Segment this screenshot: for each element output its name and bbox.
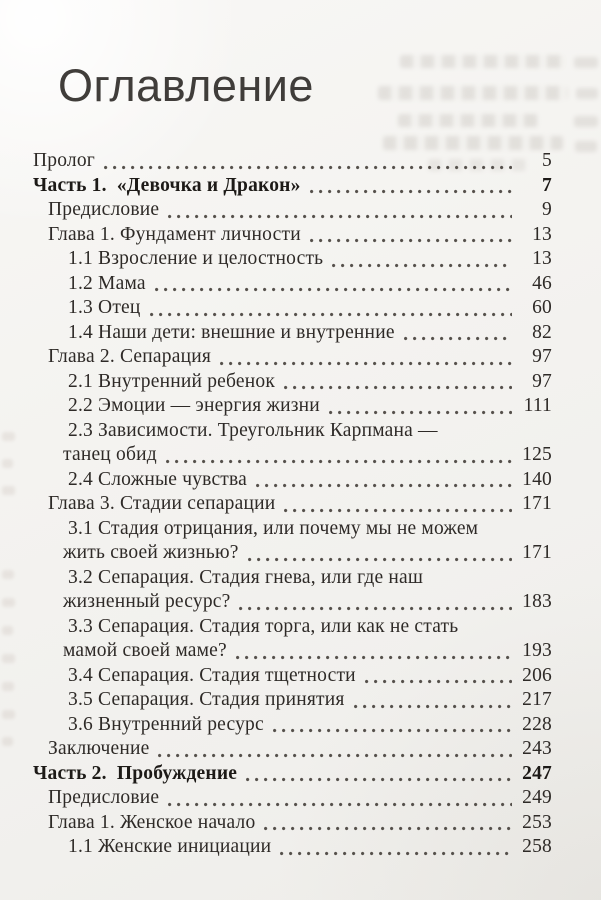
dot-leader	[264, 826, 512, 831]
bleed-through-text	[576, 88, 598, 99]
dot-leader	[158, 753, 512, 758]
bleed-through-text	[2, 710, 15, 719]
toc-entry-label: 3.6 Внутренний ресурс	[68, 713, 264, 735]
toc-entry	[33, 443, 552, 468]
toc-entry	[33, 688, 552, 713]
bleed-through-text	[574, 116, 598, 127]
toc-entry	[33, 272, 552, 297]
toc-entry-label: жить своей жизнью?	[63, 542, 239, 563]
toc-entry-label: 1.1 Взросление и целостность	[68, 248, 324, 269]
bleed-through-text	[2, 459, 13, 468]
toc-entry-label: 2.2 Эмоции — энергия жизни	[68, 395, 320, 416]
toc-entry	[33, 566, 552, 591]
toc-entry-label: Заключение	[48, 738, 150, 759]
toc-entry-page: 258	[522, 836, 552, 857]
toc-entry-page: 217	[522, 689, 552, 710]
bleed-through-text	[383, 136, 563, 150]
toc-list	[33, 149, 552, 860]
bleed-through-text	[2, 626, 13, 635]
dot-leader	[273, 728, 512, 733]
toc-entry-page: 253	[522, 811, 552, 833]
toc-entry-label: Глава 1. Женское начало	[48, 811, 256, 833]
toc-entry	[33, 345, 552, 370]
bleed-through-text	[2, 737, 13, 746]
dot-leader	[168, 214, 512, 219]
dot-leader	[284, 385, 512, 390]
toc-entry	[33, 762, 552, 787]
toc-entry	[33, 247, 552, 272]
bleed-through-text	[2, 598, 15, 607]
toc-entry-label: 1.3 Отец	[68, 297, 141, 318]
toc-entry	[33, 639, 552, 664]
dot-leader	[236, 655, 512, 660]
toc-entry-page: 243	[522, 738, 552, 759]
toc-entry-label: 3.5 Сепарация. Стадия принятия	[68, 689, 345, 710]
toc-entry-label: Глава 1. Фундамент личности	[48, 223, 301, 245]
toc-entry-label: Глава 3. Стадии сепарации	[48, 493, 276, 514]
dot-leader	[166, 459, 512, 464]
bleed-through-text	[2, 570, 14, 579]
dot-leader	[246, 777, 512, 782]
toc-entry-page: 140	[522, 468, 552, 490]
toc-entry-label: Предисловие	[48, 199, 160, 220]
toc-entry-label: 3.3 Сепарация. Стадия торга, или как не стать	[68, 615, 459, 637]
bleed-through-text	[2, 486, 15, 495]
toc-entry-page: 171	[522, 493, 552, 514]
bleed-through-text	[400, 55, 565, 68]
toc-entry-label: мамой своей маме?	[63, 640, 227, 661]
toc-entry	[33, 370, 552, 395]
bleed-through-text	[2, 654, 15, 663]
toc-entry-label: Пролог	[33, 150, 96, 171]
toc-entry-page: 111	[523, 395, 552, 416]
dot-leader	[280, 851, 512, 856]
toc-entry-page: 97	[532, 370, 552, 392]
toc-entry	[33, 321, 552, 346]
toc-entry	[33, 394, 552, 419]
bleed-through-text	[398, 114, 538, 127]
toc-entry-page: 9	[542, 199, 552, 220]
dot-leader	[284, 508, 512, 513]
toc-entry-label: 3.4 Сепарация. Стадия тщетности	[68, 664, 356, 686]
dot-leader	[239, 606, 512, 611]
dot-leader	[168, 802, 512, 807]
toc-entry	[33, 198, 552, 223]
toc-entry-page: 228	[522, 713, 552, 735]
toc-entry-label: 2.4 Сложные чувства	[68, 468, 248, 490]
toc-entry	[33, 786, 552, 811]
toc-entry	[33, 517, 552, 542]
toc-entry	[33, 835, 552, 860]
toc-entry	[33, 590, 552, 615]
toc-entry-page: 60	[532, 297, 552, 318]
toc-entry-label: Предисловие	[48, 787, 160, 808]
toc-entry	[33, 713, 552, 738]
toc-entry-page: 183	[522, 591, 552, 612]
toc-entry-label: Часть 2. Пробуждение	[33, 762, 238, 784]
toc-entry-page: 193	[522, 640, 552, 661]
dot-leader	[150, 312, 512, 317]
toc-entry-label: танец обид	[63, 444, 157, 465]
toc-entry-label: 3.2 Сепарация. Стадия гнева, или где наш	[68, 566, 424, 588]
toc-entry-page: 5	[542, 150, 552, 171]
toc-entry-label: 2.1 Внутренний ребенок	[68, 370, 276, 392]
toc-entry-label: Часть 1. «Девочка и Дракон»	[33, 174, 301, 196]
bleed-through-text	[378, 86, 568, 100]
toc-entry-label: 1.4 Наши дети: внешние и внутренние	[68, 321, 395, 343]
bleed-through-text	[2, 682, 14, 691]
page-title: Оглавление	[58, 60, 314, 111]
bleed-through-text	[574, 57, 598, 68]
dot-leader	[404, 336, 512, 341]
toc-entry-page: 46	[532, 272, 552, 294]
dot-leader	[354, 704, 512, 709]
dot-leader	[220, 361, 512, 366]
toc-entry-label: 1.2 Мама	[68, 272, 146, 294]
toc-entry	[33, 468, 552, 493]
toc-entry-page: 249	[522, 787, 552, 808]
toc-entry	[33, 811, 552, 836]
dot-leader	[332, 263, 512, 268]
dot-leader	[155, 287, 512, 292]
toc-entry-page: 171	[522, 542, 552, 563]
toc-entry-page: 7	[542, 174, 552, 196]
toc-entry-page: 206	[522, 664, 552, 686]
dot-leader	[365, 679, 512, 684]
toc-entry	[33, 737, 552, 762]
toc-entry	[33, 149, 552, 174]
toc-entry-page: 13	[532, 248, 552, 269]
toc-entry-page: 247	[522, 762, 552, 784]
toc-entry	[33, 615, 552, 640]
toc-entry-label: Глава 2. Сепарация	[48, 346, 212, 367]
toc-entry	[33, 296, 552, 321]
dot-leader	[310, 189, 512, 194]
toc-entry	[33, 223, 552, 248]
bleed-through-text	[575, 141, 597, 152]
toc-entry-label: 3.1 Стадия отрицания, или почему мы не можем	[68, 517, 479, 539]
toc-entry	[33, 174, 552, 199]
toc-entry	[33, 541, 552, 566]
dot-leader	[310, 238, 512, 243]
toc-entry-page: 82	[532, 321, 552, 343]
dot-leader	[256, 483, 512, 488]
toc-entry-page: 97	[532, 346, 552, 367]
toc-entry	[33, 419, 552, 444]
toc-entry-page: 125	[522, 444, 552, 465]
toc-entry-label: жизненный ресурс?	[63, 591, 231, 612]
toc-entry-label: 2.3 Зависимости. Треугольник Карпмана —	[68, 419, 438, 441]
dot-leader	[248, 557, 512, 562]
toc-entry	[33, 664, 552, 689]
dot-leader	[329, 410, 512, 415]
toc-entry	[33, 492, 552, 517]
bleed-through-text	[2, 432, 15, 441]
toc-entry-page: 13	[532, 223, 552, 245]
dot-leader	[104, 165, 512, 170]
toc-entry-label: 1.1 Женские инициации	[68, 836, 272, 857]
